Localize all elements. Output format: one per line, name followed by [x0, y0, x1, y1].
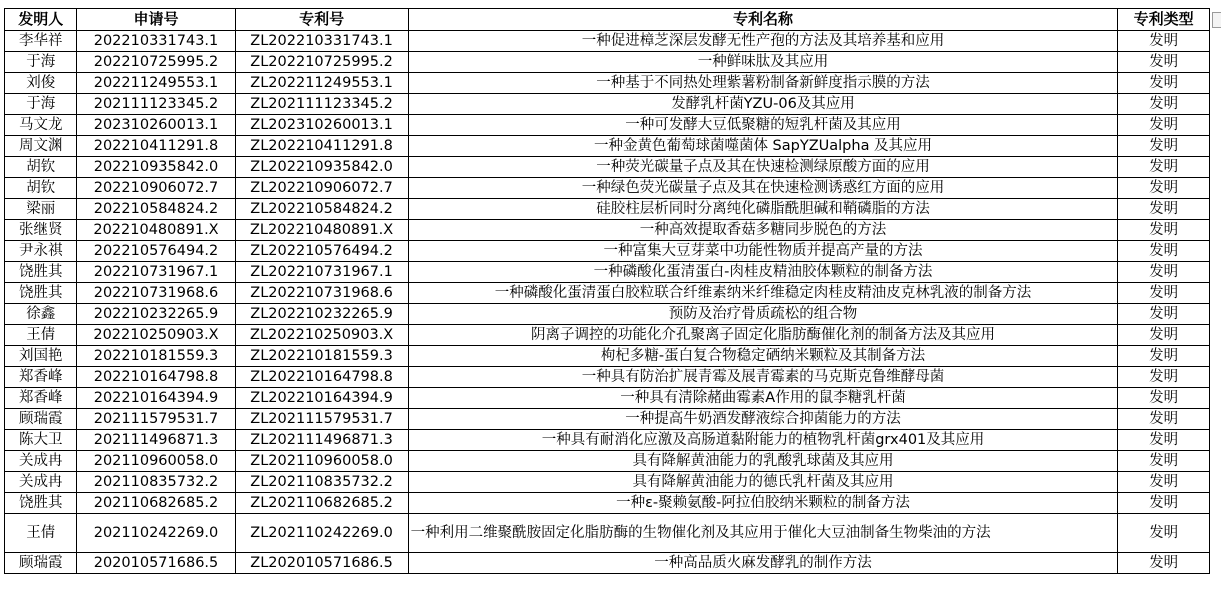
- header-patent-type[interactable]: 专利类型: [1118, 9, 1210, 31]
- patent-type-cell[interactable]: 发明: [1118, 94, 1210, 115]
- patent-sheet: [4, 8, 1210, 574]
- table-row: [5, 262, 1210, 283]
- patent-no-cell[interactable]: ZL202210164394.9: [235, 388, 408, 409]
- patent-no-cell[interactable]: ZL202110242269.0: [235, 514, 408, 553]
- patent-title-cell[interactable]: 一种鲜味肽及其应用: [408, 52, 1118, 73]
- inventor-cell[interactable]: 陈大卫: [5, 430, 77, 451]
- patent-no-cell[interactable]: ZL202210725995.2: [235, 52, 408, 73]
- patent-type-cell[interactable]: 发明: [1118, 262, 1210, 283]
- inventor-cell[interactable]: 尹永祺: [5, 241, 77, 262]
- patent-title-cell[interactable]: 具有降解黄油能力的德氏乳杆菌及其应用: [408, 472, 1118, 493]
- patent-no-cell[interactable]: ZL202210164798.8: [235, 367, 408, 388]
- patent-title-cell[interactable]: 预防及治疗骨质疏松的组合物: [408, 304, 1118, 325]
- application-no-cell[interactable]: 202110242269.0: [77, 514, 235, 553]
- inventor-cell[interactable]: 关成冉: [5, 472, 77, 493]
- patent-title-cell[interactable]: 一种荧光碳量子点及其在快速检测绿原酸方面的应用: [408, 157, 1118, 178]
- table-row: [5, 451, 1210, 472]
- header-patent-title[interactable]: 专利名称: [408, 9, 1118, 31]
- patent-no-cell[interactable]: ZL202210250903.X: [235, 325, 408, 346]
- patent-no-cell[interactable]: ZL202010571686.5: [235, 553, 408, 574]
- table-row: [5, 283, 1210, 304]
- inventor-cell[interactable]: 顾瑞霞: [5, 553, 77, 574]
- patent-no-cell[interactable]: ZL202210906072.7: [235, 178, 408, 199]
- patent-no-cell[interactable]: ZL202210731967.1: [235, 262, 408, 283]
- table-row: [5, 220, 1210, 241]
- application-no-cell[interactable]: 202111123345.2: [77, 94, 235, 115]
- patent-type-cell[interactable]: 发明: [1118, 514, 1210, 553]
- patent-no-cell[interactable]: ZL202210480891.X: [235, 220, 408, 241]
- patent-title-cell[interactable]: 阴离子调控的功能化介孔聚离子固定化脂肪酶催化剂的制备方法及其应用: [408, 325, 1118, 346]
- inventor-cell[interactable]: 徐鑫: [5, 304, 77, 325]
- patent-title-cell[interactable]: 一种金黄色葡萄球菌噬菌体 SapYZUalpha 及其应用: [408, 136, 1118, 157]
- patent-type-cell[interactable]: 发明: [1118, 493, 1210, 514]
- application-no-cell[interactable]: 202210480891.X: [77, 220, 235, 241]
- patent-no-cell[interactable]: ZL202111579531.7: [235, 409, 408, 430]
- application-no-cell[interactable]: 202210906072.7: [77, 178, 235, 199]
- patent-no-cell[interactable]: ZL202110960058.0: [235, 451, 408, 472]
- inventor-cell[interactable]: 王倩: [5, 514, 77, 553]
- table-row: [5, 325, 1210, 346]
- patent-type-cell[interactable]: 发明: [1118, 199, 1210, 220]
- patent-type-cell[interactable]: 发明: [1118, 430, 1210, 451]
- inventor-cell[interactable]: 郑香峰: [5, 388, 77, 409]
- patent-table: [4, 8, 1210, 574]
- patent-type-cell[interactable]: 发明: [1118, 283, 1210, 304]
- table-row: [5, 52, 1210, 73]
- patent-type-cell[interactable]: 发明: [1118, 304, 1210, 325]
- inventor-cell[interactable]: 于海: [5, 52, 77, 73]
- application-no-cell[interactable]: 202210731967.1: [77, 262, 235, 283]
- patent-type-cell[interactable]: 发明: [1118, 451, 1210, 472]
- table-row: [5, 199, 1210, 220]
- patent-type-cell[interactable]: 发明: [1118, 178, 1210, 199]
- table-row: [5, 409, 1210, 430]
- inventor-cell[interactable]: 周文渊: [5, 136, 77, 157]
- patent-title-cell[interactable]: 一种促进樟芝深层发酵无性产孢的方法及其培养基和应用: [408, 31, 1118, 52]
- table-row: [5, 304, 1210, 325]
- inventor-cell[interactable]: 刘国艳: [5, 346, 77, 367]
- inventor-cell[interactable]: 顾瑞霞: [5, 409, 77, 430]
- patent-no-cell[interactable]: ZL202211249553.1: [235, 73, 408, 94]
- patent-title-cell[interactable]: 一种磷酸化蛋清蛋白胶粒联合纤维素纳米纤维稳定肉桂皮精油皮克林乳液的制备方法: [408, 283, 1118, 304]
- patent-type-cell[interactable]: 发明: [1118, 346, 1210, 367]
- patent-no-cell[interactable]: ZL202210232265.9: [235, 304, 408, 325]
- inventor-cell[interactable]: 梁丽: [5, 199, 77, 220]
- patent-type-cell[interactable]: 发明: [1118, 52, 1210, 73]
- patent-title-cell[interactable]: 一种具有防治扩展青霉及展青霉素的马克斯克鲁维酵母菌: [408, 367, 1118, 388]
- patent-title-cell[interactable]: 枸杞多糖-蛋白复合物稳定硒纳米颗粒及其制备方法: [408, 346, 1118, 367]
- application-no-cell[interactable]: 202210250903.X: [77, 325, 235, 346]
- inventor-cell[interactable]: 马文龙: [5, 115, 77, 136]
- application-no-cell[interactable]: 202210935842.0: [77, 157, 235, 178]
- application-no-cell[interactable]: 202310260013.1: [77, 115, 235, 136]
- application-no-cell[interactable]: 202111496871.3: [77, 430, 235, 451]
- application-no-cell[interactable]: 202110960058.0: [77, 451, 235, 472]
- application-no-cell[interactable]: 202210725995.2: [77, 52, 235, 73]
- table-row: [5, 346, 1210, 367]
- application-no-cell[interactable]: 202210584824.2: [77, 199, 235, 220]
- patent-type-cell[interactable]: 发明: [1118, 157, 1210, 178]
- patent-type-cell[interactable]: 发明: [1118, 409, 1210, 430]
- patent-title-cell[interactable]: 一种ε-聚赖氨酸-阿拉伯胶纳米颗粒的制备方法: [408, 493, 1118, 514]
- table-row: [5, 241, 1210, 262]
- patent-type-cell[interactable]: 发明: [1118, 241, 1210, 262]
- patent-title-cell[interactable]: 一种绿色荧光碳量子点及其在快速检测诱惑红方面的应用: [408, 178, 1118, 199]
- patent-type-cell[interactable]: 发明: [1118, 472, 1210, 493]
- inventor-cell[interactable]: 胡钦: [5, 178, 77, 199]
- patent-no-cell[interactable]: ZL202210935842.0: [235, 157, 408, 178]
- application-no-cell[interactable]: 202210731968.6: [77, 283, 235, 304]
- patent-type-cell[interactable]: 发明: [1118, 73, 1210, 94]
- table-row: [5, 493, 1210, 514]
- application-no-cell[interactable]: 202210411291.8: [77, 136, 235, 157]
- table-row: [5, 115, 1210, 136]
- patent-no-cell[interactable]: ZL202110682685.2: [235, 493, 408, 514]
- application-no-cell[interactable]: 202210164798.8: [77, 367, 235, 388]
- header-row: [5, 9, 1210, 31]
- table-row: [5, 157, 1210, 178]
- table-row: [5, 430, 1210, 451]
- patent-title-cell[interactable]: 一种高效提取香菇多糖同步脱色的方法: [408, 220, 1118, 241]
- table-row: [5, 31, 1210, 52]
- patent-rows: [5, 31, 1210, 574]
- patent-no-cell[interactable]: ZL202210331743.1: [235, 31, 408, 52]
- application-no-cell[interactable]: 202111579531.7: [77, 409, 235, 430]
- header-application-no[interactable]: 申请号: [77, 9, 235, 31]
- inventor-cell[interactable]: 饶胜其: [5, 493, 77, 514]
- inventor-cell[interactable]: 郑香峰: [5, 367, 77, 388]
- patent-type-cell[interactable]: 发明: [1118, 115, 1210, 136]
- patent-no-cell[interactable]: ZL202310260013.1: [235, 115, 408, 136]
- patent-title-cell[interactable]: 一种高品质火麻发酵乳的制作方法: [408, 553, 1118, 574]
- patent-type-cell[interactable]: 发明: [1118, 553, 1210, 574]
- patent-title-cell[interactable]: 一种可发酵大豆低聚糖的短乳杆菌及其应用: [408, 115, 1118, 136]
- table-row: [5, 553, 1210, 574]
- inventor-cell[interactable]: 于海: [5, 94, 77, 115]
- inventor-cell[interactable]: 饶胜其: [5, 283, 77, 304]
- patent-title-cell[interactable]: 一种磷酸化蛋清蛋白-肉桂皮精油胶体颗粒的制备方法: [408, 262, 1118, 283]
- application-no-cell[interactable]: 202110682685.2: [77, 493, 235, 514]
- patent-title-cell[interactable]: 一种具有清除赭曲霉素A作用的鼠李糖乳杆菌: [408, 388, 1118, 409]
- patent-type-cell[interactable]: 发明: [1118, 325, 1210, 346]
- inventor-cell[interactable]: 张继贤: [5, 220, 77, 241]
- application-no-cell[interactable]: 202210331743.1: [77, 31, 235, 52]
- table-row: [5, 472, 1210, 493]
- inventor-cell[interactable]: 李华祥: [5, 31, 77, 52]
- table-row: [5, 178, 1210, 199]
- table-row: [5, 367, 1210, 388]
- patent-no-cell[interactable]: ZL202111123345.2: [235, 94, 408, 115]
- application-no-cell[interactable]: 202211249553.1: [77, 73, 235, 94]
- patent-title-cell[interactable]: 一种基于不同热处理紫薯粉制备新鲜度指示膜的方法: [408, 73, 1118, 94]
- patent-title-cell[interactable]: 一种富集大豆芽菜中功能性物质并提高产量的方法: [408, 241, 1118, 262]
- patent-type-cell[interactable]: 发明: [1118, 31, 1210, 52]
- application-no-cell[interactable]: 202210576494.2: [77, 241, 235, 262]
- patent-no-cell[interactable]: ZL202210181559.3: [235, 346, 408, 367]
- application-no-cell[interactable]: 202210232265.9: [77, 304, 235, 325]
- patent-type-cell[interactable]: 发明: [1118, 388, 1210, 409]
- window-edge-widget[interactable]: [1212, 12, 1221, 28]
- header-inventor[interactable]: 发明人: [5, 9, 77, 31]
- application-no-cell[interactable]: 202110835732.2: [77, 472, 235, 493]
- application-no-cell[interactable]: 202210181559.3: [77, 346, 235, 367]
- table-row: [5, 73, 1210, 94]
- patent-title-cell[interactable]: 发酵乳杆菌YZU-06及其应用: [408, 94, 1118, 115]
- header-patent-no[interactable]: 专利号: [235, 9, 408, 31]
- patent-no-cell[interactable]: ZL202210584824.2: [235, 199, 408, 220]
- table-row: [5, 94, 1210, 115]
- patent-title-cell[interactable]: 一种提高牛奶酒发酵液综合抑菌能力的方法: [408, 409, 1118, 430]
- patent-type-cell[interactable]: 发明: [1118, 136, 1210, 157]
- table-row: [5, 514, 1210, 553]
- patent-no-cell[interactable]: ZL202210411291.8: [235, 136, 408, 157]
- inventor-cell[interactable]: 饶胜其: [5, 262, 77, 283]
- table-row: [5, 136, 1210, 157]
- patent-title-cell[interactable]: 一种利用二维聚酰胺固定化脂肪酶的生物催化剂及其应用于催化大豆油制备生物柴油的方法: [408, 514, 1118, 553]
- patent-title-cell[interactable]: 一种具有耐消化应激及高肠道黏附能力的植物乳杆菌grx401及其应用: [408, 430, 1118, 451]
- patent-title-cell[interactable]: 具有降解黄油能力的乳酸乳球菌及其应用: [408, 451, 1118, 472]
- inventor-cell[interactable]: 王倩: [5, 325, 77, 346]
- patent-no-cell[interactable]: ZL202110835732.2: [235, 472, 408, 493]
- patent-type-cell[interactable]: 发明: [1118, 220, 1210, 241]
- table-row: [5, 388, 1210, 409]
- inventor-cell[interactable]: 胡钦: [5, 157, 77, 178]
- patent-no-cell[interactable]: ZL202210731968.6: [235, 283, 408, 304]
- application-no-cell[interactable]: 202010571686.5: [77, 553, 235, 574]
- patent-no-cell[interactable]: ZL202111496871.3: [235, 430, 408, 451]
- application-no-cell[interactable]: 202210164394.9: [77, 388, 235, 409]
- patent-type-cell[interactable]: 发明: [1118, 367, 1210, 388]
- inventor-cell[interactable]: 刘俊: [5, 73, 77, 94]
- patent-no-cell[interactable]: ZL202210576494.2: [235, 241, 408, 262]
- patent-title-cell[interactable]: 硅胶柱层析同时分离纯化磷脂酰胆碱和鞘磷脂的方法: [408, 199, 1118, 220]
- inventor-cell[interactable]: 关成冉: [5, 451, 77, 472]
